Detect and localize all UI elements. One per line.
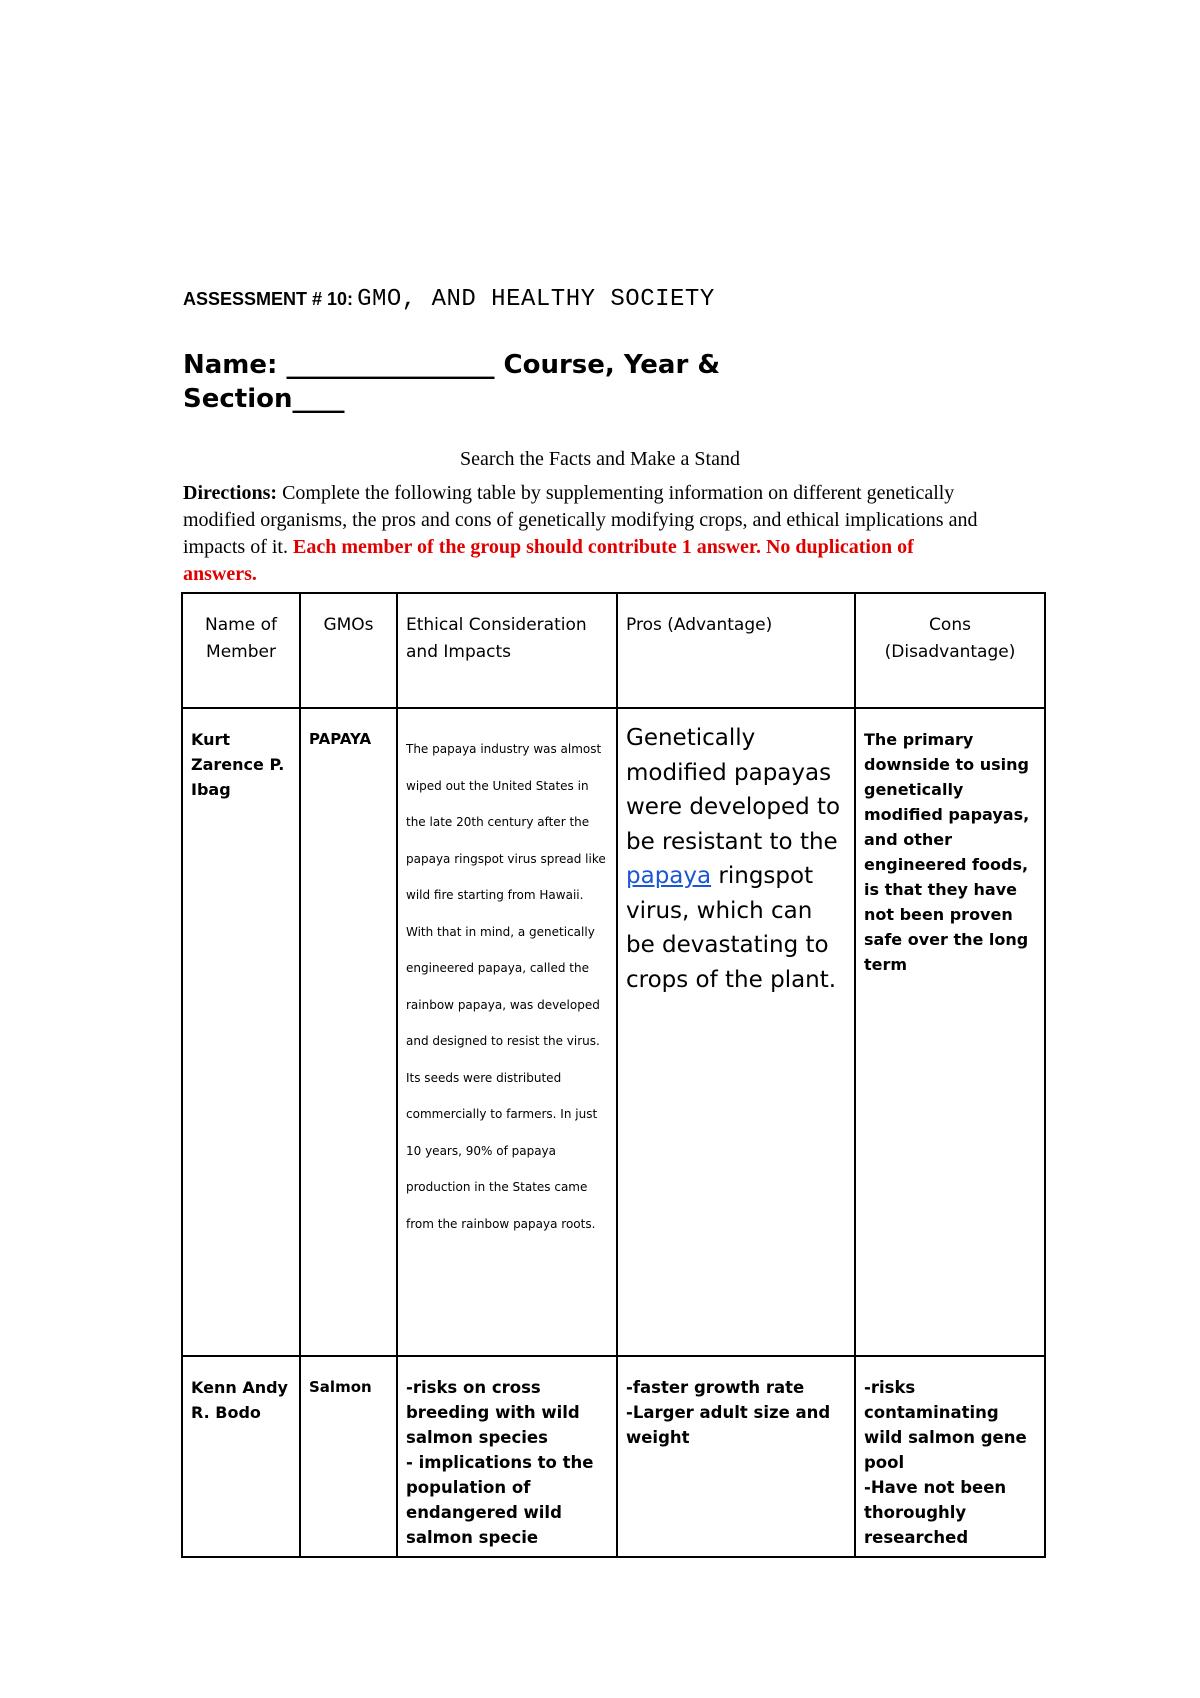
row1-gmo: PAPAYA [300,708,397,1356]
directions-label: Directions: [183,482,278,504]
row2-pros [617,1356,855,1557]
table-row [182,1356,1045,1557]
papaya-link[interactable]: papaya [626,863,712,889]
row2-gmo: Salmon [300,1356,397,1557]
directions-text: Complete the following table by supplementing information on different genetically modified organisms, the pros and cons of genetically modifying crops, and ethical implications and impacts of it. [183,482,978,558]
row1-pros-text-2: ringspot virus, which can be devastating to crops of the plant. [626,863,837,993]
row2-name: Kenn Andy R. Bodo [182,1356,300,1557]
row2-cons-line-1: -risks contaminating wild salmon gene pool [864,1378,1027,1472]
title-main: GMO, AND HEALTHY SOCIETY [357,286,715,313]
row2-ethical-line-1: -risks on cross breeding with wild salmon species [406,1378,580,1447]
row2-pros-line-1: -faster growth rate [626,1378,805,1397]
row1-name: Kurt Zarence P. Ibag [182,708,300,1356]
table-header-row [182,593,1045,708]
row1-cons: The primary downside to using genetically modified papayas, and other engineered foods, is that they have not been proven safe over the long term [855,708,1045,1356]
header-name-of-member: Name of Member [182,593,300,708]
row1-pros [617,708,855,1356]
row1-pros-text-1: Genetically modified papayas were developed to be resistant to the [626,725,841,855]
subtitle: Search the Facts and Make a Stand [460,448,740,470]
row2-ethical [397,1356,617,1557]
header-cons: Cons (Disadvantage) [855,593,1045,708]
table-row [182,708,1045,1356]
title-prefix: ASSESSMENT # 10: [183,289,354,309]
row2-cons [855,1356,1045,1557]
directions-emphasis: Each member of the group should contribute 1 answer. No duplication of answers. [183,536,914,585]
header-gmos: GMOs [300,593,397,708]
row2-cons-line-2: -Have not been thoroughly researched [864,1478,1007,1547]
gmo-table [181,592,1046,1558]
name-course-section-line: Name: ________________ Course, Year & Section____ [183,350,721,414]
row2-ethical-line-2: - implications to the population of endangered wild salmon specie [406,1453,594,1547]
assessment-title [183,286,715,313]
row2-pros-line-2: -Larger adult size and weight [626,1403,831,1447]
row1-ethical: The papaya industry was almost wiped out the United States in the late 20th century after the papaya ringspot virus spread like wild fire starting from Hawaii. With that in mind, a genetically engineered papaya, called the rainbow papaya, was developed and designed to resist the virus. Its seeds were distributed commercially to farmers. In just 10 years, 90% of papaya production in the States came from the rainbow papaya roots. [397,708,617,1356]
directions [183,480,983,588]
header-ethical: Ethical Consideration and Impacts [397,593,617,708]
header-pros: Pros (Advantage) [617,593,855,708]
